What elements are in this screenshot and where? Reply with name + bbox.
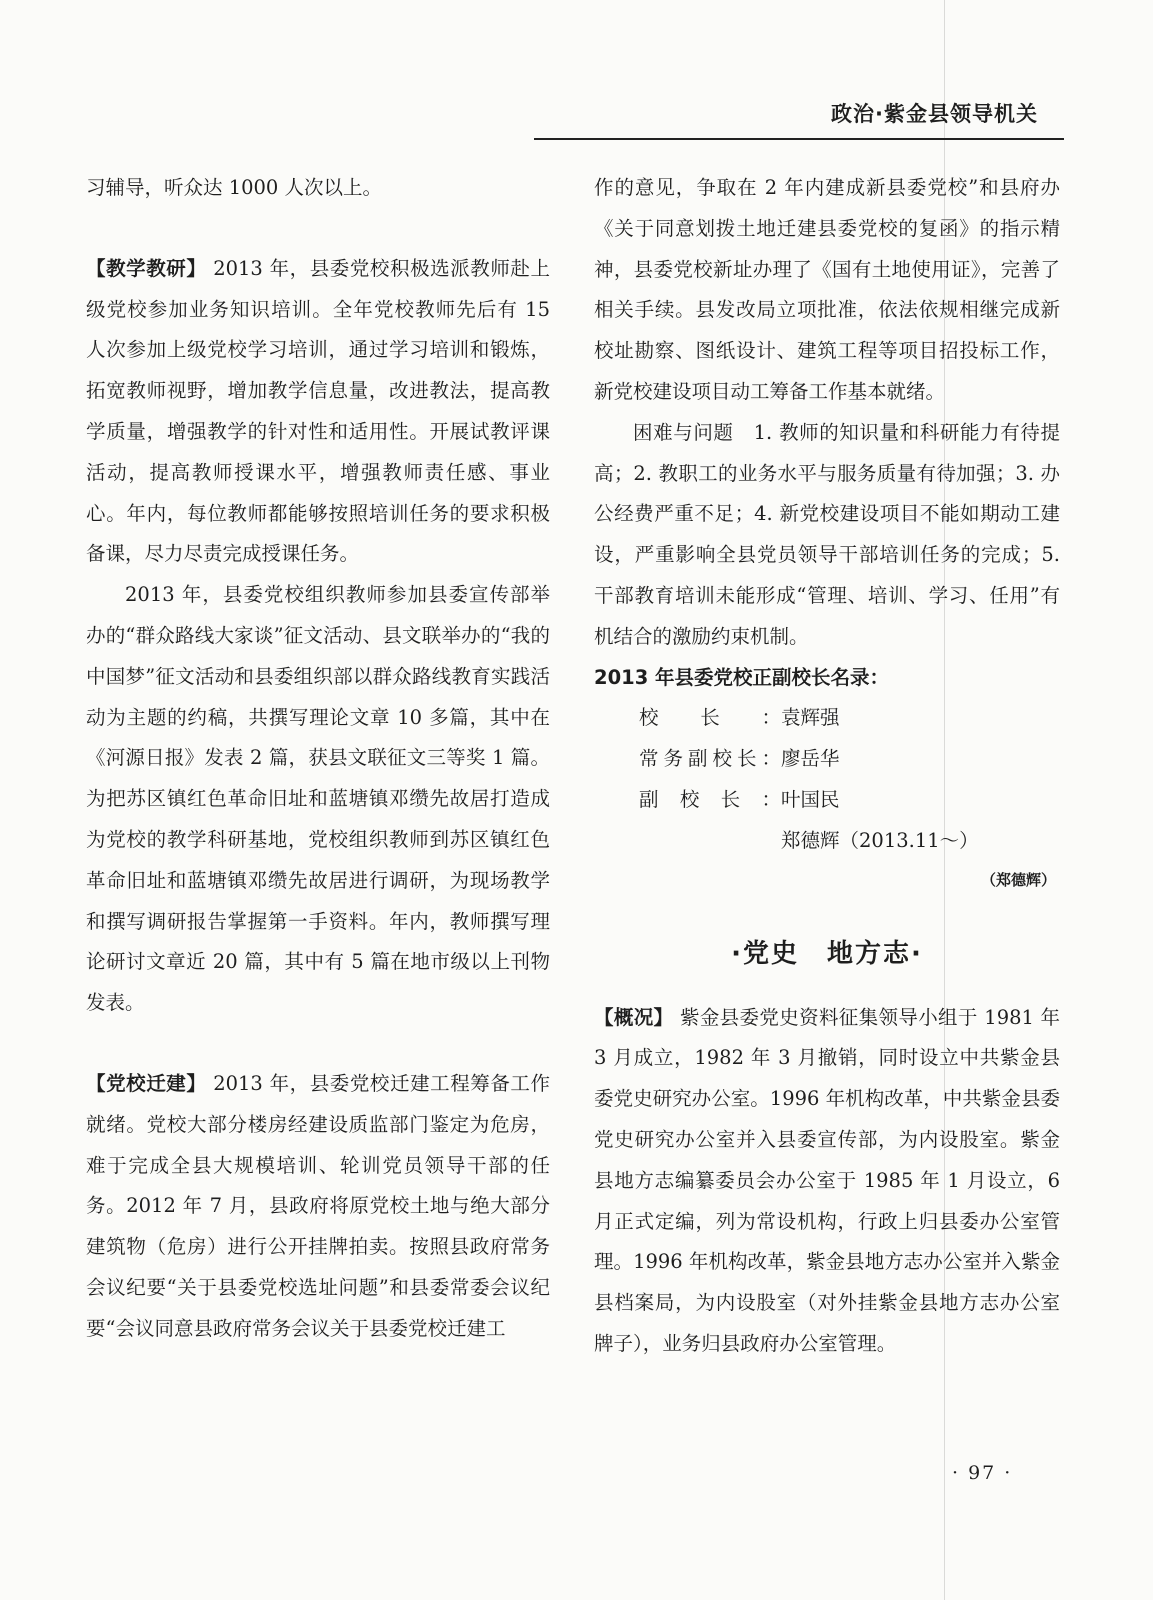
author-credit: （郑德辉）	[980, 870, 1056, 889]
left-column	[86, 168, 550, 1350]
problems-text: 1. 教师的知识量和科研能力有待提高；2. 教职工的业务水平与服务质量有待加强；3. 办公经费严重不足；4. 新党校建设项目不能如期动工建设，严重影响全县党员领导干部培训任务的完成；5. 干部教育培训未能形成“管理、培训、学习、任用”有机结合的激励约束机制。	[594, 420, 1060, 648]
right-column	[594, 168, 1060, 1365]
relocation-text: 2013 年，县委党校迁建工程筹备工作就绪。党校大部分楼房经建设质监部门鉴定为危房，难于完成全县大规模培训、轮训党员领导干部的任务。2012 年 7 月，县政府将原党校土地与绝大部分建筑物（危房）进行公开挂牌拍卖。按照县政府常务会议纪要“关于县委党校选址问题”和县委常委会议纪要“会议同意县政府常务会议关于县委党校迁建工	[86, 1071, 550, 1340]
leader-name: 廖岳华	[781, 747, 840, 771]
section-heading: ·党史 地方志·	[731, 938, 923, 969]
page-header	[534, 92, 1064, 140]
problems-para	[594, 413, 1060, 658]
intro-line: 习辅导，听众达 1000 人次以上。	[86, 176, 383, 199]
leader-row	[594, 780, 1060, 821]
leader-role: 常务副校长：	[639, 747, 781, 771]
header-title: 政治·紫金县领导机关	[831, 102, 1038, 126]
leader-role: 校长：	[639, 706, 781, 730]
relocation-para	[86, 1064, 550, 1350]
leaders-title: 2013 年县委党校正副校长名录：	[594, 665, 890, 689]
page-number: · 97 ·	[952, 1462, 1013, 1484]
leader-extra: 郑德辉（2013.11～）	[781, 828, 979, 852]
leader-row	[594, 698, 1060, 739]
teaching-para-2: 2013 年，县委党校组织教师参加县委宣传部举办的“群众路线大家谈”征文活动、县文联举办的“我的中国梦”征文活动和县委组织部以群众路线教育实践活动为主题的约稿，共撰写理论文章 10 多篇，其中在《河源日报》发表 2 篇，获县文联征文三等奖 1 篇。为把苏区镇红色革命旧址和蓝塘镇邓缵先故居打造成为党校的教学科研基地，党校组织教师到苏区镇红色革命旧址和蓝塘镇邓缵先故居进行调研，为现场教学和撰写调研报告掌握第一手资料。年内，教师撰写理论研讨文章近 20 篇，其中有 5 篇在地市级以上刊物发表。	[86, 583, 550, 1015]
teaching-label: 【教学教研】	[86, 256, 207, 280]
relocation-label: 【党校迁建】	[86, 1071, 207, 1095]
overview-label: 【概况】	[594, 1005, 674, 1029]
leader-name: 袁辉强	[781, 706, 840, 730]
teaching-text-1: 2013 年，县委党校积极选派教师赴上级党校参加业务知识培训。全年党校教师先后有 15 人次参加上级党校学习培训，通过学习培训和锻炼，拓宽教师视野，增加教学信息量，改进教法，提高教学质量，增强教学的针对性和适用性。开展试教评课活动，提高教师授课水平，增强教师责任感、事业心。年内，每位教师都能够按照培训任务的要求积极备课，尽力尽责完成授课任务。	[86, 256, 550, 566]
overview-para	[594, 998, 1060, 1365]
leader-name: 叶国民	[781, 787, 840, 811]
relocation-continued: 作的意见，争取在 2 年内建成新县委党校”和县府办《关于同意划拨土地迁建县委党校的复函》的指示精神，县委党校新址办理了《国有土地使用证》，完善了相关手续。县发改局立项批准，依法依规相继完成新校址勘察、图纸设计、建筑工程等项目招投标工作，新党校建设项目动工筹备工作基本就绪。	[594, 176, 1060, 403]
leader-row	[594, 739, 1060, 780]
teaching-para-1	[86, 249, 550, 575]
leader-role: 副校长：	[639, 787, 781, 811]
overview-text: 紫金县委党史资料征集领导小组于 1981 年 3 月成立，1982 年 3 月撤销，同时设立中共紫金县委党史研究办公室。1996 年机构改革，中共紫金县委党史研究办公室并入县委宣传部，为内设股室。紫金县地方志编纂委员会办公室于 1985 年 1 月设立，6 月正式定编，列为常设机构，行政上归县委办公室管理。1996 年机构改革，紫金县地方志办公室并入紫金县档案局，为内设股室（对外挂紫金县地方志办公室牌子），业务归县政府办公室管理。	[594, 1005, 1060, 1355]
problems-label: 困难与问题	[633, 420, 734, 444]
